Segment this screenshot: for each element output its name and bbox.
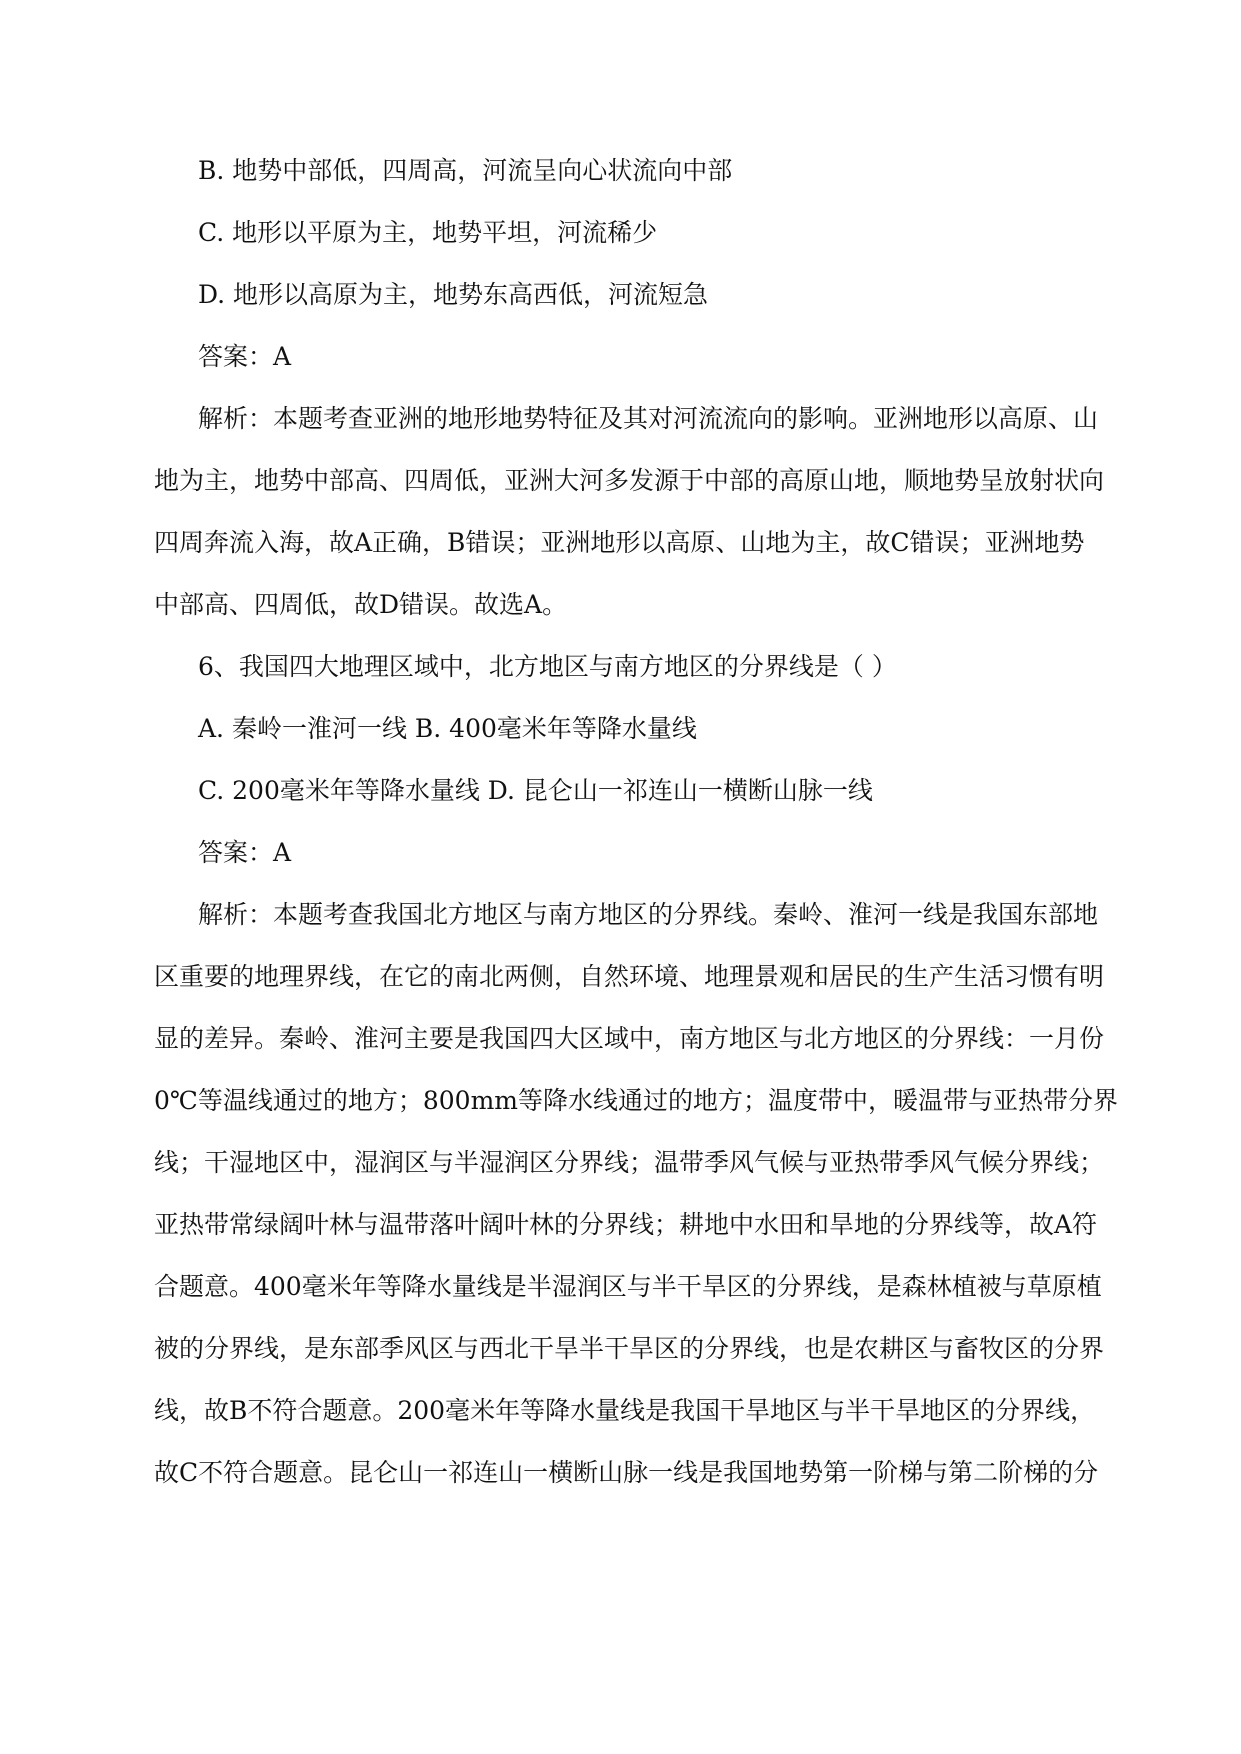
q5-option-c: C. 地形以平原为主，地势平坦，河流稀少: [198, 218, 658, 247]
q5-analysis-line: 中部高、四周低，故D错误。故选A。: [154, 590, 568, 619]
q6-analysis-line: 解析：本题考查我国北方地区与南方地区的分界线。秦岭、淮河一线是我国东部地: [198, 900, 1099, 929]
q6-analysis-line: 合题意。400毫米年等降水量线是半湿润区与半干旱区的分界线，是森林植被与草原植: [154, 1272, 1102, 1301]
q5-analysis: [154, 388, 1105, 636]
q6-analysis-line: 区重要的地理界线，在它的南北两侧，自然环境、地理景观和居民的生产生活习惯有明: [154, 962, 1105, 991]
q5-analysis-line: 解析：本题考查亚洲的地形地势特征及其对河流流向的影响。亚洲地形以高原、山: [198, 404, 1099, 433]
q6-analysis-line: 被的分界线，是东部季风区与西北干旱半干旱区的分界线，也是农耕区与畜牧区的分界: [154, 1334, 1105, 1363]
q6-analysis-line: 线，故B不符合题意。200毫米年等降水量线是我国干旱地区与半干旱地区的分界线，: [154, 1396, 1096, 1425]
q5-option-d: D. 地形以高原为主，地势东高西低，河流短急: [198, 280, 709, 309]
q6-analysis-line: 显的差异。秦岭、淮河主要是我国四大区域中，南方地区与北方地区的分界线：一月份: [154, 1024, 1105, 1053]
q6-analysis-line: 0℃等温线通过的地方；800mm等降水线通过的地方；温度带中，暖温带与亚热带分界: [154, 1086, 1119, 1115]
q6-options-ab: A. 秦岭一淮河一线 B. 400毫米年等降水量线: [198, 714, 697, 743]
q6-analysis-line: 线；干湿地区中，湿润区与半湿润区分界线；温带季风气候与亚热带季风气候分界线；: [154, 1148, 1105, 1177]
q6-analysis-line: 亚热带常绿阔叶林与温带落叶阔叶林的分界线；耕地中水田和旱地的分界线等，故A符: [154, 1210, 1098, 1239]
q6-analysis-line: 故C不符合题意。昆仑山一祁连山一横断山脉一线是我国地势第一阶梯与第二阶梯的分: [154, 1458, 1099, 1487]
q6-analysis: [154, 884, 1119, 1504]
q6-question: 6、我国四大地理区域中，北方地区与南方地区的分界线是（ ）: [198, 652, 897, 681]
q6-answer: 答案：A: [198, 838, 292, 867]
q5-option-b: B. 地势中部低，四周高，河流呈向心状流向中部: [198, 156, 733, 185]
q5-answer: 答案：A: [198, 342, 292, 371]
q5-analysis-line: 地为主，地势中部高、四周低，亚洲大河多发源于中部的高原山地，顺地势呈放射状向: [154, 466, 1105, 495]
q5-analysis-line: 四周奔流入海，故A正确，B错误；亚洲地形以高原、山地为主，故C错误；亚洲地势: [154, 528, 1085, 557]
q6-options-cd: C. 200毫米年等降水量线 D. 昆仑山一祁连山一横断山脉一线: [198, 776, 873, 805]
document-body: [154, 140, 1119, 1504]
